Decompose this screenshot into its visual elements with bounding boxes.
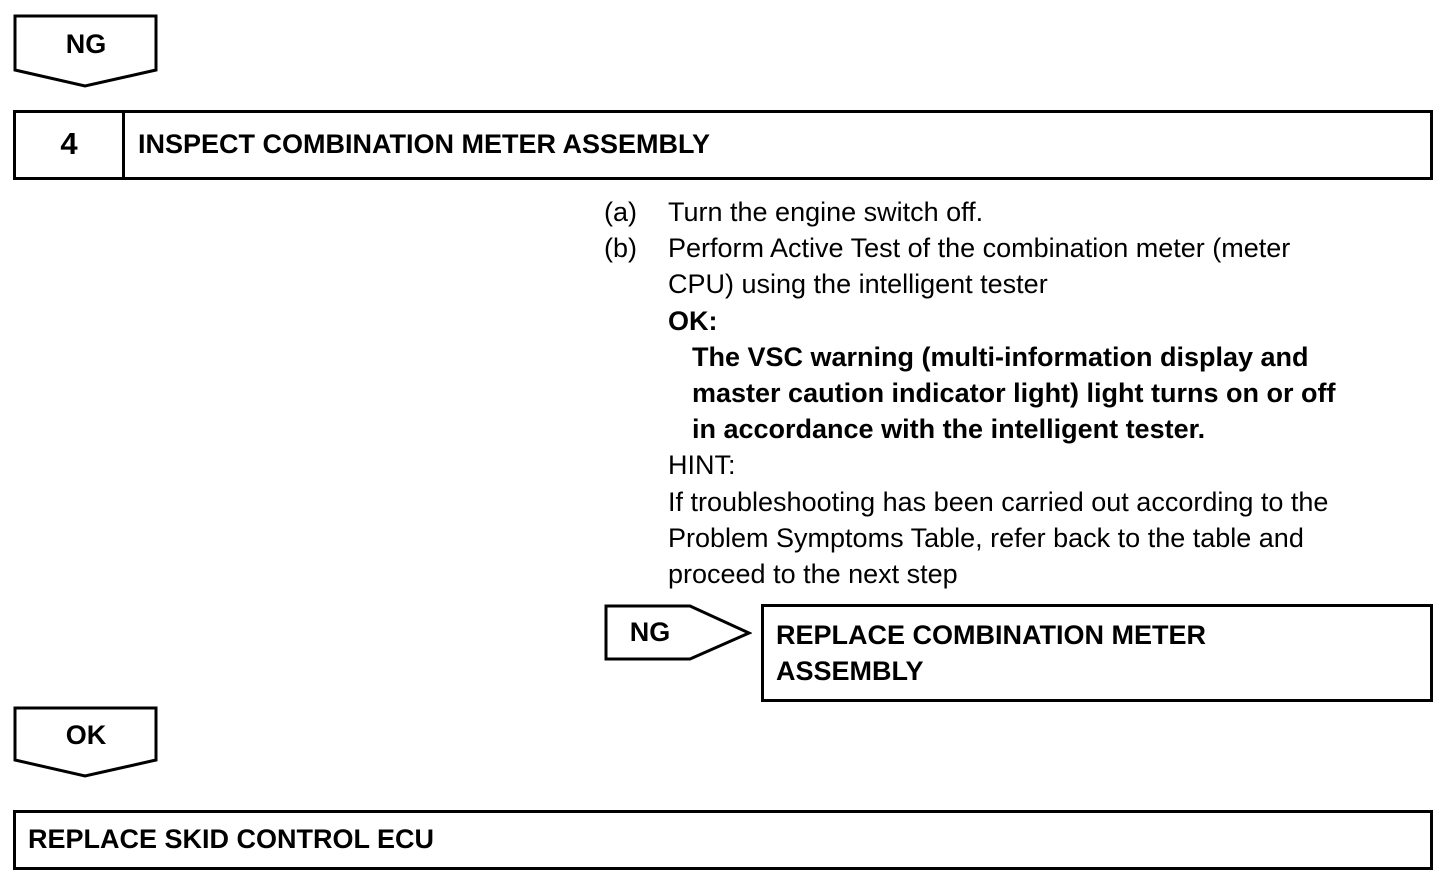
ok-criteria-line-1: The VSC warning (multi-information display and xyxy=(692,341,1309,372)
final-action-text: REPLACE SKID CONTROL ECU xyxy=(28,824,435,854)
hint-line-1: If troubleshooting has been carried out according to the xyxy=(668,486,1329,517)
ng-flow-arrow-top xyxy=(13,14,159,88)
ok-criteria-line-3: in accordance with the intelligent tester. xyxy=(692,414,1206,445)
hint-line-2: Problem Symptoms Table, refer back to the table and xyxy=(668,522,1304,553)
final-action-box xyxy=(13,810,1433,870)
instruction-a xyxy=(604,194,1434,230)
ok-label: OK: xyxy=(668,305,718,336)
ok-flow-arrow xyxy=(13,706,159,780)
ng-flow-arrow-right xyxy=(604,604,752,662)
instruction-b-marker: (b) xyxy=(604,233,637,264)
ng-label-right: NG xyxy=(629,617,671,647)
hint-line-3: proceed to the next step xyxy=(668,559,958,590)
instruction-a-text: Turn the engine switch off. xyxy=(668,197,984,227)
instruction-a-marker: (a) xyxy=(604,197,637,227)
instruction-b xyxy=(604,230,1434,302)
step-number: 4 xyxy=(16,113,125,177)
ok-criteria-line-2: master caution indicator light) light turns on or off xyxy=(692,378,1336,409)
ok-label-flow: OK xyxy=(65,720,107,750)
instructions xyxy=(604,194,1434,592)
ng-result-line-1: REPLACE COMBINATION METER xyxy=(776,620,1206,650)
ng-label-top: NG xyxy=(65,29,107,59)
ng-result-box xyxy=(761,604,1433,702)
instruction-b-line1: Perform Active Test of the combination meter (meter xyxy=(668,233,1291,264)
step-title: INSPECT COMBINATION METER ASSEMBLY xyxy=(138,129,711,159)
ng-result-line-2: ASSEMBLY xyxy=(776,656,924,686)
instruction-b-line2: CPU) using the intelligent tester xyxy=(668,269,1048,300)
hint-label: HINT: xyxy=(668,450,736,481)
step-header xyxy=(13,110,1433,180)
